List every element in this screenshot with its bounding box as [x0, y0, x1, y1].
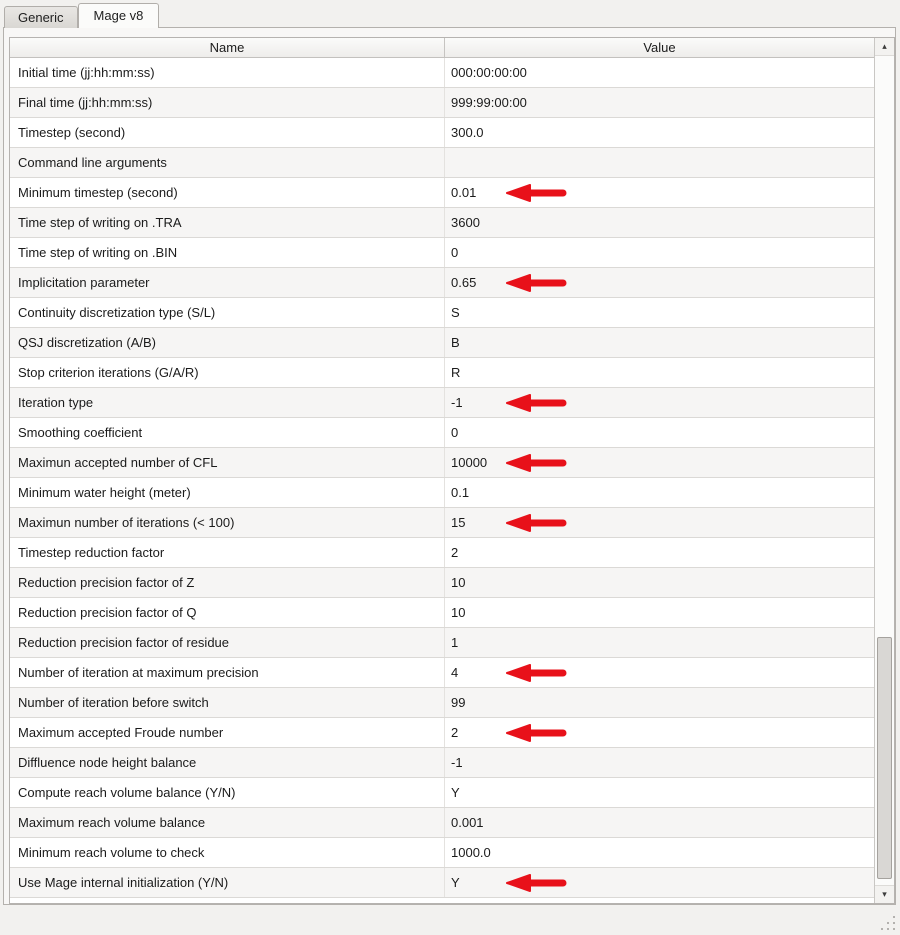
table-row[interactable] — [10, 808, 874, 838]
row-value-text: Y — [451, 875, 460, 890]
table-row[interactable] — [10, 508, 874, 538]
row-value-cell[interactable] — [444, 178, 874, 207]
tab-generic-label: Generic — [18, 10, 64, 25]
table-row[interactable] — [10, 328, 874, 358]
partial-row — [10, 898, 874, 903]
row-name-cell: Minimum reach volume to check — [18, 845, 205, 860]
column-header-name[interactable]: Name — [209, 40, 245, 55]
table-row[interactable] — [10, 868, 874, 898]
table-row[interactable] — [10, 358, 874, 388]
row-name-cell: Initial time (jj:hh:mm:ss) — [18, 65, 155, 80]
row-value-cell[interactable] — [444, 838, 874, 867]
row-value-text: 3600 — [451, 215, 480, 230]
row-name-cell: Maximum accepted Froude number — [18, 725, 224, 740]
row-value-text: S — [451, 305, 460, 320]
scrollbar-track[interactable] — [875, 56, 894, 885]
row-name-cell: Maximun number of iterations (< 100) — [18, 515, 235, 530]
annotation-arrow-icon — [503, 663, 569, 683]
row-value-cell[interactable] — [444, 568, 874, 597]
row-name-cell: Implicitation parameter — [18, 275, 150, 290]
table-row[interactable] — [10, 658, 874, 688]
row-value-text: 99 — [451, 695, 466, 710]
row-value-text: 0.01 — [451, 185, 477, 200]
row-value-cell[interactable] — [444, 208, 874, 237]
table-row[interactable] — [10, 298, 874, 328]
table-row[interactable] — [10, 58, 874, 88]
table-row[interactable] — [10, 838, 874, 868]
row-name-cell: Iteration type — [18, 395, 94, 410]
row-value-cell[interactable] — [444, 598, 874, 627]
annotation-arrow-icon — [503, 393, 569, 413]
table-row[interactable] — [10, 118, 874, 148]
tab-generic[interactable] — [4, 6, 78, 28]
row-name-cell: Timestep reduction factor — [18, 545, 165, 560]
row-value-cell[interactable] — [444, 298, 874, 327]
row-value-text: 4 — [451, 665, 459, 680]
row-value-text: 300.0 — [451, 125, 484, 140]
table-row[interactable] — [10, 418, 874, 448]
annotation-arrow-icon — [503, 723, 569, 743]
table-row[interactable] — [10, 448, 874, 478]
parameter-table — [10, 38, 874, 903]
row-name-cell: Continuity discretization type (S/L) — [18, 305, 216, 320]
row-value-cell[interactable] — [444, 868, 874, 897]
row-value-text: 1 — [451, 635, 459, 650]
row-value-text: 10 — [451, 605, 466, 620]
row-name-cell: Time step of writing on .TRA — [18, 215, 182, 230]
table-row[interactable] — [10, 688, 874, 718]
row-value-cell[interactable] — [444, 58, 874, 87]
row-value-cell[interactable] — [444, 478, 874, 507]
row-name-cell: Use Mage internal initialization (Y/N) — [18, 875, 229, 890]
row-name-cell: Timestep (second) — [18, 125, 126, 140]
table-row[interactable] — [10, 718, 874, 748]
table-row[interactable] — [10, 748, 874, 778]
row-name-cell: Minimum timestep (second) — [18, 185, 178, 200]
resize-grip-icon[interactable] — [879, 914, 897, 932]
annotation-arrow-icon — [503, 273, 569, 293]
row-value-cell[interactable] — [444, 418, 874, 447]
row-value-cell[interactable] — [444, 658, 874, 687]
row-value-text: -1 — [451, 755, 463, 770]
table-row[interactable] — [10, 628, 874, 658]
row-value-text: 0 — [451, 245, 459, 260]
row-value-text: 1000.0 — [451, 845, 491, 860]
table-row[interactable] — [10, 568, 874, 598]
table-row[interactable] — [10, 388, 874, 418]
table-row[interactable] — [10, 88, 874, 118]
row-value-cell[interactable] — [444, 238, 874, 267]
row-value-text: 2 — [451, 545, 459, 560]
row-value-cell[interactable] — [444, 448, 874, 477]
column-header-value[interactable]: Value — [444, 38, 874, 57]
row-value-cell[interactable] — [444, 808, 874, 837]
row-value-cell[interactable] — [444, 328, 874, 357]
row-value-text: 2 — [451, 725, 459, 740]
row-value-text: 000:00:00:00 — [451, 65, 527, 80]
row-name-cell: Diffluence node height balance — [18, 755, 197, 770]
row-value-text: 10000 — [451, 455, 488, 470]
row-value-cell[interactable] — [444, 118, 874, 147]
table-row[interactable] — [10, 778, 874, 808]
vertical-scrollbar[interactable] — [874, 38, 894, 903]
row-value-cell[interactable] — [444, 268, 874, 297]
row-value-text: 0.001 — [451, 815, 484, 830]
table-row[interactable] — [10, 268, 874, 298]
chevron-up-icon: ▴ — [882, 41, 887, 51]
scroll-down-button[interactable] — [875, 885, 894, 903]
row-value-text: 0.1 — [451, 485, 470, 500]
table-row[interactable] — [10, 178, 874, 208]
row-name-cell: Reduction precision factor of residue — [18, 635, 230, 650]
tab-mage-v8[interactable] — [78, 3, 160, 28]
row-value-text: 0.65 — [451, 275, 477, 290]
chevron-down-icon: ▾ — [882, 889, 887, 899]
row-name-cell: Maximum reach volume balance — [18, 815, 206, 830]
table-row[interactable] — [10, 598, 874, 628]
row-value-text: 15 — [451, 515, 466, 530]
notebook-page — [3, 27, 896, 905]
tab-mage-v8-label: Mage v8 — [93, 8, 144, 23]
annotation-arrow-icon — [503, 453, 569, 473]
row-name-cell: Number of iteration before switch — [18, 695, 209, 710]
row-value-text: 0 — [451, 425, 459, 440]
row-name-cell: Compute reach volume balance (Y/N) — [18, 785, 236, 800]
row-name-cell: Reduction precision factor of Z — [18, 575, 195, 590]
row-name-cell: Maximun accepted number of CFL — [18, 455, 218, 470]
tab-bar — [4, 3, 159, 28]
row-name-cell: Command line arguments — [18, 155, 167, 170]
row-name-cell: Final time (jj:hh:mm:ss) — [18, 95, 153, 110]
row-name-cell: QSJ discretization (A/B) — [18, 335, 156, 350]
row-value-cell[interactable] — [444, 628, 874, 657]
annotation-arrow-icon — [503, 873, 569, 893]
row-value-cell[interactable] — [444, 538, 874, 567]
row-value-cell[interactable] — [444, 388, 874, 417]
row-value-cell[interactable] — [444, 748, 874, 777]
row-value-cell[interactable] — [444, 88, 874, 117]
row-value-cell[interactable] — [444, 718, 874, 747]
table-header — [10, 38, 874, 58]
row-value-text: 10 — [451, 575, 466, 590]
table-body — [10, 58, 874, 898]
row-value-text: -1 — [451, 395, 463, 410]
row-name-cell: Time step of writing on .BIN — [18, 245, 178, 260]
scroll-up-button[interactable] — [875, 38, 894, 56]
status-bar — [0, 905, 900, 935]
table-row[interactable] — [10, 208, 874, 238]
row-name-cell: Reduction precision factor of Q — [18, 605, 197, 620]
row-name-cell: Smoothing coefficient — [18, 425, 143, 440]
annotation-arrow-icon — [503, 183, 569, 203]
row-value-cell[interactable] — [444, 688, 874, 717]
table-row[interactable] — [10, 148, 874, 178]
row-value-text: 999:99:00:00 — [451, 95, 527, 110]
table-row[interactable] — [10, 478, 874, 508]
row-name-cell: Minimum water height (meter) — [18, 485, 191, 500]
row-value-cell[interactable] — [444, 778, 874, 807]
row-name-cell: Stop criterion iterations (G/A/R) — [18, 365, 199, 380]
table-row[interactable] — [10, 238, 874, 268]
row-value-cell[interactable] — [444, 358, 874, 387]
table-row[interactable] — [10, 538, 874, 568]
parameter-table-frame — [9, 37, 895, 904]
row-value-text: B — [451, 335, 460, 350]
row-value-cell[interactable] — [444, 148, 874, 177]
row-name-cell: Number of iteration at maximum precision — [18, 665, 259, 680]
row-value-text: R — [451, 365, 461, 380]
annotation-arrow-icon — [503, 513, 569, 533]
row-value-text: Y — [451, 785, 460, 800]
scrollbar-thumb[interactable] — [877, 637, 892, 879]
row-value-cell[interactable] — [444, 508, 874, 537]
